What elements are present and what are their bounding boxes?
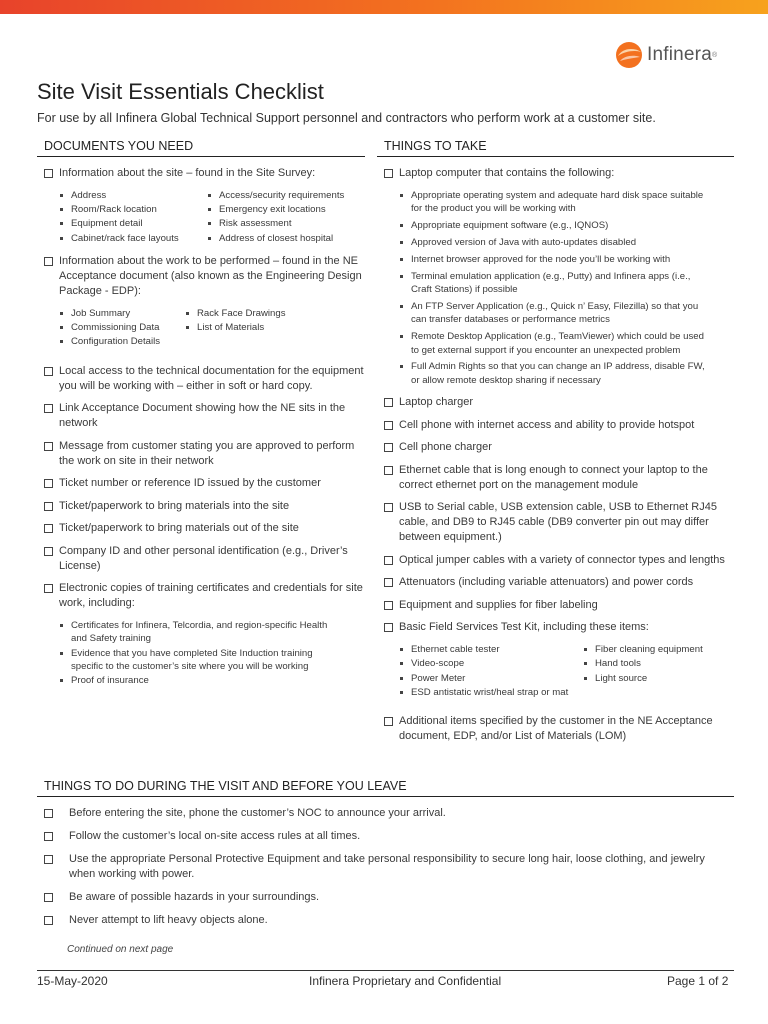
checklist-item[interactable]: Cell phone with internet access and ability to provide hotspot <box>384 418 730 433</box>
sub-bullet: List of Materials <box>186 321 336 334</box>
checkbox[interactable] <box>384 169 393 178</box>
sub-bullet: Room/Rack location <box>60 203 194 216</box>
documents-heading: DOCUMENTS YOU NEED <box>37 139 365 157</box>
sub-bullet: Appropriate operating system and adequate hard disk space suitable for the product you will be working with <box>400 189 712 216</box>
sub-bullet: ESD antistatic wrist/heal strap or mat <box>400 686 570 699</box>
checkbox[interactable] <box>384 398 393 407</box>
registered-mark: ® <box>711 51 718 59</box>
sub-bullet: An FTP Server Application (e.g., Quick n’ Easy, Filezilla) so that you can transfer databases or performance metrics <box>400 300 712 327</box>
sub-bullet: Certificates for Infinera, Telcordia, and region-specific Health and Safety training <box>60 619 330 646</box>
checkbox[interactable] <box>44 524 53 533</box>
test-kit-sublist <box>400 643 730 701</box>
checklist-item[interactable]: Optical jumper cables with a variety of connector types and lengths <box>384 553 730 568</box>
continued-note: Continued on next page <box>67 944 174 955</box>
sub-bullet: Ethernet cable tester <box>400 643 570 656</box>
sub-bullet: Cabinet/rack face layouts <box>60 232 194 245</box>
footer-confidential: Infinera Proprietary and Confidential <box>309 974 502 988</box>
sub-bullet: Access/security requirements <box>208 189 358 202</box>
sub-bullet: Job Summary <box>60 307 172 320</box>
sub-bullet: Equipment detail <box>60 217 194 230</box>
checkbox[interactable] <box>384 556 393 565</box>
checkbox[interactable] <box>44 809 53 818</box>
checkbox[interactable] <box>44 547 53 556</box>
page-subtitle: For use by all Infinera Global Technical Support personnel and contractors who perform work at a customer site. <box>37 111 656 125</box>
checkbox[interactable] <box>44 855 53 864</box>
sub-bullet: Appropriate equipment software (e.g., IQNOS) <box>400 219 712 232</box>
checkbox[interactable] <box>44 832 53 841</box>
training-sublist <box>60 619 330 688</box>
checklist-item[interactable]: Link Acceptance Document showing how the NE sits in the network <box>44 401 368 431</box>
checkbox[interactable] <box>44 169 53 178</box>
checkbox[interactable] <box>44 257 53 266</box>
checklist-item[interactable]: Information about the work to be performed – found in the NE Acceptance document (also known as the Engineering Design Package - EDP): <box>44 254 368 299</box>
checklist-item[interactable]: Local access to the technical documentation for the equipment you will be working with – either in soft or hard copy. <box>44 364 368 394</box>
checkbox[interactable] <box>44 367 53 376</box>
checkbox[interactable] <box>44 502 53 511</box>
sub-bullet: Address of closest hospital <box>208 232 358 245</box>
sub-bullet: Commissioning Data <box>60 321 172 334</box>
sub-bullet: Emergency exit locations <box>208 203 358 216</box>
infinera-logo-icon <box>614 40 644 70</box>
checkbox[interactable] <box>384 717 393 726</box>
sub-bullet: Evidence that you have completed Site Induction training specific to the customer’s site where you will be working <box>60 647 330 674</box>
checklist-item[interactable]: Company ID and other personal identification (e.g., Driver’s License) <box>44 544 368 574</box>
checklist-item[interactable]: Information about the site – found in the Site Survey: <box>44 166 368 181</box>
edp-sublist <box>60 307 368 350</box>
checkbox[interactable] <box>384 466 393 475</box>
checkbox[interactable] <box>384 601 393 610</box>
checklist-item[interactable]: Laptop computer that contains the following: <box>384 166 730 181</box>
sub-bullet: Configuration Details <box>60 335 172 348</box>
checklist-item[interactable]: Message from customer stating you are approved to perform the work on site in their network <box>44 439 368 469</box>
checklist-item[interactable]: Electronic copies of training certificates and credentials for site work, including: <box>44 581 368 611</box>
page-title: Site Visit Essentials Checklist <box>37 79 324 104</box>
sub-bullet: Risk assessment <box>208 217 358 230</box>
checklist-item[interactable]: Be aware of possible hazards in your surroundings. <box>44 890 734 905</box>
sub-bullet: Address <box>60 189 194 202</box>
checkbox[interactable] <box>44 404 53 413</box>
documents-list <box>44 166 368 696</box>
checklist-item[interactable]: Equipment and supplies for fiber labeling <box>384 598 730 613</box>
checklist-item[interactable]: USB to Serial cable, USB extension cable, USB to Ethernet RJ45 cable, and DB9 to RJ45 cable (DB9 converter pin out may differ between equipment.) <box>384 500 730 545</box>
footer-divider <box>37 970 734 971</box>
during-visit-heading: THINGS TO DO DURING THE VISIT AND BEFORE YOU LEAVE <box>37 779 734 797</box>
things-to-take-heading: THINGS TO TAKE <box>377 139 734 157</box>
checklist-item[interactable]: Follow the customer’s local on-site access rules at all times. <box>44 829 734 844</box>
sub-bullet: Full Admin Rights so that you can change an IP address, disable FW, or allow remote desktop sharing if necessary <box>400 360 712 387</box>
checkbox[interactable] <box>44 479 53 488</box>
sub-bullet: Remote Desktop Application (e.g., TeamViewer) which could be used to get external support if you encounter an unexpected problem <box>400 330 712 357</box>
checkbox[interactable] <box>384 623 393 632</box>
sub-bullet: Rack Face Drawings <box>186 307 336 320</box>
footer-page-number: Page 1 of 2 <box>667 974 729 988</box>
infinera-logo <box>614 40 717 70</box>
during-visit-list <box>44 806 734 936</box>
checklist-item[interactable]: Use the appropriate Personal Protective Equipment and take personal responsibility to secure long hair, loose clothing, and jewelry when working with power. <box>44 852 734 882</box>
checklist-item[interactable]: Basic Field Services Test Kit, including these items: <box>384 620 730 635</box>
checklist-item[interactable]: Ethernet cable that is long enough to connect your laptop to the correct ethernet port on the management module <box>384 463 730 493</box>
site-survey-sublist <box>60 189 368 247</box>
checklist-item[interactable]: Ticket/paperwork to bring materials out of the site <box>44 521 368 536</box>
sub-bullet: Video-scope <box>400 657 570 670</box>
sub-bullet: Proof of insurance <box>60 674 330 687</box>
sub-bullet: Light source <box>584 672 724 685</box>
checkbox[interactable] <box>384 503 393 512</box>
checklist-item[interactable]: Attenuators (including variable attenuators) and power cords <box>384 575 730 590</box>
checklist-item[interactable]: Before entering the site, phone the customer’s NOC to announce your arrival. <box>44 806 734 821</box>
checklist-item[interactable]: Cell phone charger <box>384 440 730 455</box>
footer-date: 15-May-2020 <box>37 974 108 988</box>
sub-bullet: Internet browser approved for the node you’ll be working with <box>400 253 712 266</box>
sub-bullet: Power Meter <box>400 672 570 685</box>
logo-wordmark: Infinera <box>647 44 712 65</box>
checklist-item[interactable]: Laptop charger <box>384 395 730 410</box>
sub-bullet: Hand tools <box>584 657 724 670</box>
laptop-sublist <box>400 189 712 388</box>
top-accent-bar <box>0 0 768 14</box>
checklist-item[interactable]: Additional items specified by the customer in the NE Acceptance document, EDP, and/or List of Materials (LOM) <box>384 714 730 744</box>
checkbox[interactable] <box>44 442 53 451</box>
sub-bullet: Terminal emulation application (e.g., Putty) and Infinera apps (i.e., Craft Stations) if possible <box>400 270 712 297</box>
checkbox[interactable] <box>44 893 53 902</box>
sub-bullet: Approved version of Java with auto-updates disabled <box>400 236 712 249</box>
checkbox[interactable] <box>384 578 393 587</box>
sub-bullet: Fiber cleaning equipment <box>584 643 724 656</box>
checklist-item[interactable]: Never attempt to lift heavy objects alone. <box>44 913 734 928</box>
checklist-item[interactable]: Ticket/paperwork to bring materials into the site <box>44 499 368 514</box>
checkbox[interactable] <box>44 916 53 925</box>
checkbox[interactable] <box>384 443 393 452</box>
checkbox[interactable] <box>44 584 53 593</box>
checklist-item[interactable]: Ticket number or reference ID issued by the customer <box>44 476 368 491</box>
things-to-take-list <box>384 166 730 752</box>
checkbox[interactable] <box>384 421 393 430</box>
